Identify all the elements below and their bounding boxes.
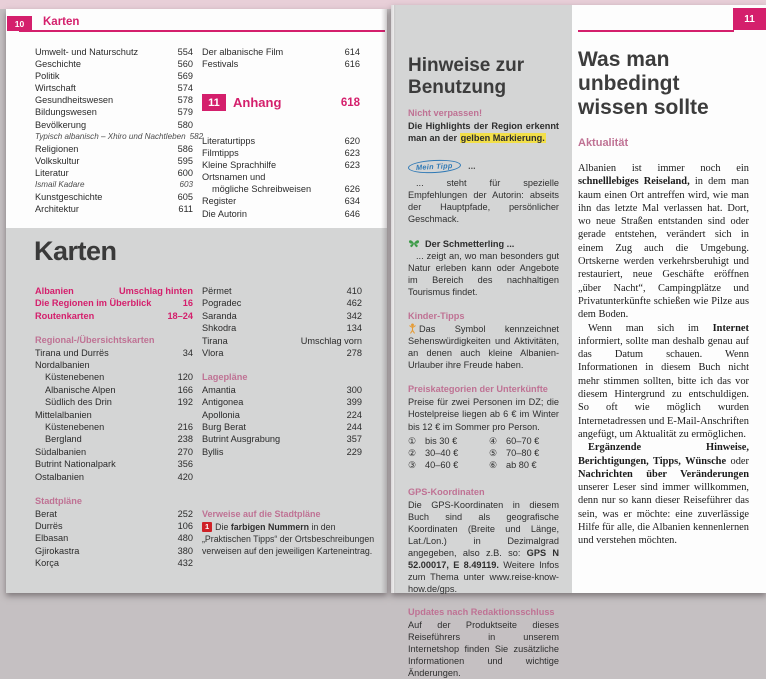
map-row xyxy=(35,520,193,532)
intro-paragraph-1: Albanien ist immer noch ein schnelllebiges Reiseland, in dem man kaum einen Ort antreffen wird, wie man ihn das letzte Mal verlassen hat. Dort, wo neue Straßen entstanden sind oder gerade entstehen, verändert sich in einem Zug auch die Umgebung. Ortskerne werden verkehrsberuhigt und restauriert, neue Geschäfte eröffnen „über Nacht“, Campingplätze und Privatunterkünfte schießen wie Pilze aus dem Boden. xyxy=(578,163,750,321)
map-entry-page: 357 xyxy=(346,434,362,445)
toc-entry-label: Kunstgeschichte xyxy=(35,192,103,203)
kinder-text-body: Das Symbol kennzeichnet Sehenswürdigkeiten und Aktivitäten, an denen auch kleine Albanien-Urlauber ihre Freude haben. xyxy=(408,323,559,371)
intro-title-line2: unbedingt xyxy=(578,72,680,95)
map-entry-label: Burg Berat xyxy=(202,422,246,433)
toc-entry-page: 574 xyxy=(177,83,193,94)
map-row xyxy=(202,396,362,408)
map-row xyxy=(35,458,193,470)
map-entry-label: Tirana xyxy=(202,335,228,346)
price-circle-number: ① xyxy=(408,435,417,446)
map-entry-page: 224 xyxy=(346,409,362,420)
intro-paragraph-3: Ergänzende Hinweise, Berichtigungen, Tipps, Wünsche oder Nachrichten über Veränderungen unserer Leser sind immer willkommen, denn nur so kann dieser Reiseführer das sein, was er möchte: eine zuverlässige Hilfe für alle, die Albanien kennenlernen und verstehen möchten. xyxy=(578,442,749,547)
map-row xyxy=(35,446,193,458)
map-row xyxy=(35,471,193,483)
toc-entry-label: Kleine Sprachhilfe xyxy=(202,160,277,171)
map-entry-label: Regional-/Übersichtskarten xyxy=(35,335,155,346)
map-row xyxy=(35,495,193,507)
map-entry-label: Pogradec xyxy=(202,298,242,309)
map-entry-label: Ostalbanien xyxy=(35,471,85,482)
map-entry-label: Die Regionen im Überblick xyxy=(35,298,152,309)
toc-row xyxy=(35,94,193,106)
karten-column-2 xyxy=(202,285,362,458)
map-entry-label: Mittelalbanien xyxy=(35,409,92,420)
price-row xyxy=(408,435,559,447)
map-entry-label: Lagepläne xyxy=(202,372,248,383)
schmetterling-heading: Der Schmetterling ... xyxy=(425,238,515,249)
toc-entry-label: Gesundheitswesen xyxy=(35,95,114,106)
price-circle-number: ④ xyxy=(489,435,498,446)
map-entry-page: Umschlag vorn xyxy=(300,335,362,346)
toc-row xyxy=(202,159,360,171)
map-entry-label: Shkodra xyxy=(202,323,237,334)
toc-entry-page: 616 xyxy=(344,59,360,70)
page-left xyxy=(6,9,387,593)
map-row xyxy=(202,347,362,359)
map-entry-label: Vlora xyxy=(202,348,224,359)
karten-column-1 xyxy=(35,285,193,570)
gps-text: Die GPS-Koordinaten in diesem Buch sind als geografische Koordinaten (Breite und Länge, Lat./Lon.) in Dezimalgrad angegeben, also z.B. so: GPS N 52.00017, E 8.49119. Weitere Infos zum Thema unter www.reise-know-how.de/gps. xyxy=(408,499,560,595)
anhang-page: 618 xyxy=(340,96,360,109)
price-circle-number: ⑤ xyxy=(489,448,498,458)
toc-column-1 xyxy=(35,46,204,215)
toc-entry-page: 579 xyxy=(177,107,193,118)
usage-title xyxy=(408,55,559,99)
toc-row xyxy=(35,167,193,179)
toc-entry-page: 623 xyxy=(344,160,360,171)
prices-heading: Preiskategorien der Unterkünfte xyxy=(408,384,548,395)
map-row xyxy=(35,557,193,569)
header-rule-left xyxy=(19,30,385,32)
toc-entry-label: Literatur xyxy=(35,167,69,178)
map-row xyxy=(202,384,362,396)
map-row xyxy=(35,384,193,396)
toc-column-2-top xyxy=(202,46,360,70)
map-entry-label: Albanien xyxy=(35,286,74,296)
toc-row xyxy=(35,46,193,58)
map-row xyxy=(202,285,362,297)
page-right xyxy=(391,5,766,678)
toc-entry-page: 554 xyxy=(177,47,193,57)
toc-row xyxy=(35,143,193,155)
schmetterling-heading-line xyxy=(408,238,559,250)
toc-entry-page: 580 xyxy=(177,119,193,130)
note-heading: Verweise auf die Stadtpläne xyxy=(202,509,321,519)
map-entry-page: 480 xyxy=(177,533,193,544)
toc-entry-page: 600 xyxy=(177,167,193,178)
gps-heading: GPS-Koordinaten xyxy=(408,486,485,497)
map-row xyxy=(35,421,193,433)
map-entry-page: 106 xyxy=(177,520,193,531)
toc-entry-page: 623 xyxy=(344,148,360,159)
map-entry-label: Küstenebenen xyxy=(45,372,105,383)
anhang-chapter-row xyxy=(202,94,360,111)
map-reference-marker: 1 xyxy=(202,522,212,532)
toc-row xyxy=(35,58,193,70)
map-row xyxy=(202,446,362,458)
toc-entry-page: 560 xyxy=(177,59,193,70)
intro-paragraph-2: Wenn man sich im Internet informiert, sollte man deshalb genau auf das Datum schauen. Wenn Informationen in diesem Buch nicht mehr stimmen sollten, bitte ich das vor diesem Hintergrund zu entschuldigen. So oft wie möglich wurden Internetadressen und E-Mail-Anschriften angefügt, um Aktualität zu ermöglichen. xyxy=(578,322,749,440)
map-entry-page: 399 xyxy=(346,397,362,408)
map-entry-label: Albanische Alpen xyxy=(45,384,116,395)
anhang-label: Anhang xyxy=(233,95,282,110)
map-entry-label: Saranda xyxy=(202,310,237,321)
map-entry-label: Përmet xyxy=(202,286,232,296)
toc-entry-label: Typisch albanisch – Xhiro und Nachtleben xyxy=(35,131,186,141)
updates-heading: Updates nach Redaktionsschluss xyxy=(408,606,555,617)
map-entry-page: 216 xyxy=(177,422,193,433)
toc-row xyxy=(35,70,193,82)
intro-column xyxy=(578,5,749,548)
map-entry-page: 244 xyxy=(346,422,362,433)
toc-entry-label: Festivals xyxy=(202,59,239,70)
usage-column xyxy=(394,5,572,678)
map-entry-label: Bergland xyxy=(45,434,82,445)
page-number-right: 11 xyxy=(733,8,766,30)
intro-title-line1: Was man xyxy=(578,48,670,71)
chapter-number-box: 11 xyxy=(202,94,226,111)
map-entry-page: 278 xyxy=(346,348,362,359)
map-entry-label: Korça xyxy=(35,558,60,569)
toc-entry-page: 578 xyxy=(177,95,193,106)
toc-entry-label: Bevölkerung xyxy=(35,119,87,130)
map-entry-page: 252 xyxy=(177,508,193,519)
toc-entry-label: Politik xyxy=(35,71,60,82)
mein-tipp-section xyxy=(408,156,559,225)
note-runs: Die farbigen Nummern in den „Praktischen Tipps“ der Ortsbeschreibungen verweisen auf den jeweiligen Karteneintrag. xyxy=(202,522,375,556)
schmetterling-text: ... zeigt an, wo man besonders gut Natur erleben kann oder Angebote im Bereich des nachhaltigen Tourismus findet. xyxy=(408,250,559,297)
price-value: ab 80 € xyxy=(506,460,537,471)
map-row xyxy=(202,409,362,421)
toc-row xyxy=(35,119,193,131)
map-entry-label: Byllis xyxy=(202,446,224,457)
toc-entry-label: Die Autorin xyxy=(202,208,247,219)
toc-entry-page: 569 xyxy=(177,71,193,82)
map-entry-page: 462 xyxy=(346,298,362,309)
toc-entry-label: Ortsnamen und xyxy=(202,172,266,183)
toc-row xyxy=(202,46,360,58)
map-entry-label: Südalbanien xyxy=(35,446,87,457)
karten-section xyxy=(6,228,387,593)
kinder-heading: Kinder-Tipps xyxy=(408,310,465,321)
toc-row xyxy=(202,195,360,207)
highlight-text: Die Highlights der Region erkennt man an der gelben Markierung. xyxy=(408,121,559,144)
toc-row xyxy=(35,179,193,191)
prices-section xyxy=(408,383,559,472)
map-row xyxy=(202,322,362,334)
schmetterling-section xyxy=(408,238,559,298)
toc-entry-label: Geschichte xyxy=(35,59,81,70)
map-entry-page: 229 xyxy=(346,446,362,457)
map-entry-label: Amantia xyxy=(202,384,236,395)
stadtplan-note xyxy=(202,509,375,557)
toc-row xyxy=(35,106,193,118)
map-row xyxy=(35,545,193,557)
toc-row xyxy=(35,155,193,167)
mein-tipp-badge: Mein Tipp xyxy=(408,159,461,175)
not-miss-section xyxy=(408,107,559,144)
karten-section-title: Karten xyxy=(34,236,117,266)
map-row xyxy=(35,297,193,309)
toc-entry-page: 611 xyxy=(178,204,193,215)
toc-entry-label: Register xyxy=(202,196,237,207)
map-entry-page: 420 xyxy=(177,471,193,482)
toc-column-2-bottom xyxy=(202,135,360,220)
toc-row xyxy=(202,183,360,195)
map-entry-label: Routenkarten xyxy=(35,310,95,321)
map-row xyxy=(35,359,193,371)
toc-entry-label: Architektur xyxy=(35,204,79,215)
updates-text: Auf der Produktseite dieses Reiseführers in unserem Internetshop finden Sie zusätzliche Informationen und wichtige Änderungen. xyxy=(408,619,559,678)
map-row xyxy=(35,310,193,322)
toc-entry-page: 586 xyxy=(177,143,193,154)
toc-entry-label: Ismail Kadare xyxy=(35,180,85,190)
map-row xyxy=(202,433,362,445)
map-entry-page: 342 xyxy=(346,310,362,321)
toc-entry-label: Religionen xyxy=(35,143,79,154)
toc-entry-label: Bildungswesen xyxy=(35,107,97,118)
map-row xyxy=(202,421,362,433)
map-entry-label: Butrint Ausgrabung xyxy=(202,434,281,445)
kinder-text xyxy=(408,323,559,371)
toc-entry-label: Literaturtipps xyxy=(202,136,256,146)
mein-tipp-badge-line xyxy=(408,156,559,174)
map-entry-page: 192 xyxy=(177,397,193,408)
badge-dots: ... xyxy=(468,161,476,172)
toc-entry-label: Filmtipps xyxy=(202,148,239,159)
toc-entry-page: 634 xyxy=(344,196,360,207)
price-circle-number: ⑥ xyxy=(489,460,498,471)
toc-entry-label: Umwelt- und Naturschutz xyxy=(35,47,139,57)
toc-row xyxy=(202,58,360,70)
toc-entry-label: Der albanische Film xyxy=(202,47,284,57)
toc-entry-label: Wirtschaft xyxy=(35,83,76,94)
price-value: 70–80 € xyxy=(506,448,540,458)
map-row xyxy=(35,334,193,346)
butterfly-icon xyxy=(408,238,420,249)
map-row xyxy=(35,433,193,445)
map-row xyxy=(35,285,193,297)
map-entry-page: 300 xyxy=(346,384,362,395)
toc-entry-page: 646 xyxy=(344,208,360,219)
toc-row xyxy=(202,135,360,147)
price-row xyxy=(408,447,559,459)
map-entry-page: 166 xyxy=(177,384,193,395)
toc-entry-page: 595 xyxy=(177,155,193,166)
page-number-left: 10 xyxy=(7,16,32,31)
running-header-label: Karten xyxy=(43,16,80,28)
map-entry-label: Küstenebenen xyxy=(45,422,105,433)
mein-tipp-text: ... steht für spezielle Empfehlungen der Autorin: abseits der Hauptpfade, persönlicher Geschmack. xyxy=(408,178,559,225)
toc-entry-page: 605 xyxy=(177,192,193,203)
price-row xyxy=(408,459,559,471)
toc-row xyxy=(35,203,193,215)
map-entry-label: Stadtpläne xyxy=(35,496,82,507)
intro-title xyxy=(578,48,749,120)
map-row xyxy=(202,297,362,309)
toc-entry-page: 582 xyxy=(189,131,204,141)
map-entry-label: Butrint Nationalpark xyxy=(35,459,116,470)
price-table xyxy=(408,435,559,472)
map-row xyxy=(202,310,362,322)
price-value: 30–40 € xyxy=(425,448,459,458)
toc-row xyxy=(35,191,193,203)
map-row xyxy=(35,409,193,421)
toc-entry-page: 614 xyxy=(344,47,360,57)
map-entry-label: Apollonia xyxy=(202,409,240,420)
note-text xyxy=(202,522,375,557)
price-circle-number: ② xyxy=(408,448,417,458)
map-row xyxy=(35,532,193,544)
map-entry-page: 410 xyxy=(346,286,362,296)
map-entry-label: Gjirokastra xyxy=(35,545,80,556)
map-entry-page: 270 xyxy=(177,446,193,457)
kinder-section xyxy=(408,310,559,371)
aktualitaet-heading: Aktualität xyxy=(578,137,629,149)
map-entry-page: 34 xyxy=(182,347,193,358)
map-row xyxy=(35,396,193,408)
map-entry-label: Nordalbanien xyxy=(35,360,90,371)
map-entry-page: 238 xyxy=(177,434,193,445)
toc-entry-page: 626 xyxy=(344,184,360,195)
map-row xyxy=(35,371,193,383)
map-entry-page: 380 xyxy=(177,545,193,556)
map-entry-page: 356 xyxy=(177,459,193,470)
map-row xyxy=(35,508,193,520)
map-entry-label: Berat xyxy=(35,508,57,519)
price-value: bis 30 € xyxy=(425,435,458,446)
updates-section xyxy=(408,606,559,679)
map-entry-page: 16 xyxy=(182,298,193,309)
prices-intro: Preise für zwei Personen im DZ; die Hostelpreise liegen ab 6 € im Winter bis 12 € im Sommer pro Person. xyxy=(408,397,559,432)
price-circle-number: ③ xyxy=(408,460,417,471)
toc-entry-label: mögliche Schreibweisen xyxy=(212,184,312,195)
toc-entry-page: 620 xyxy=(344,136,360,146)
map-entry-label: Tirana und Durrës xyxy=(35,347,109,358)
toc-row xyxy=(35,82,193,94)
toc-row xyxy=(202,208,360,220)
gps-section xyxy=(408,486,559,596)
intro-title-line3: wissen sollte xyxy=(578,96,709,119)
toc-entry-label: Volkskultur xyxy=(35,155,80,166)
usage-title-line2: Benutzung xyxy=(408,77,507,98)
map-entry-page: 120 xyxy=(177,372,193,383)
not-miss-heading: Nicht verpassen! xyxy=(408,108,483,118)
price-value: 40–60 € xyxy=(425,460,459,471)
map-entry-label: Elbasan xyxy=(35,533,69,544)
map-entry-page: 18–24 xyxy=(167,310,193,321)
price-value: 60–70 € xyxy=(506,435,540,446)
map-row xyxy=(202,371,362,383)
map-entry-page: Umschlag hinten xyxy=(118,286,193,296)
toc-row xyxy=(202,171,360,183)
usage-title-line1: Hinweise zur xyxy=(408,55,525,76)
map-row xyxy=(35,347,193,359)
child-icon xyxy=(408,323,417,334)
map-entry-page: 134 xyxy=(346,323,362,334)
map-entry-page: 432 xyxy=(177,558,193,569)
toc-row xyxy=(35,131,204,143)
map-entry-label: Südlich des Drin xyxy=(45,397,112,408)
toc-row xyxy=(202,147,360,159)
map-entry-label: Antigonea xyxy=(202,397,244,408)
map-row xyxy=(202,335,362,347)
map-entry-label: Durrës xyxy=(35,520,63,531)
toc-entry-page: 603 xyxy=(179,180,193,190)
